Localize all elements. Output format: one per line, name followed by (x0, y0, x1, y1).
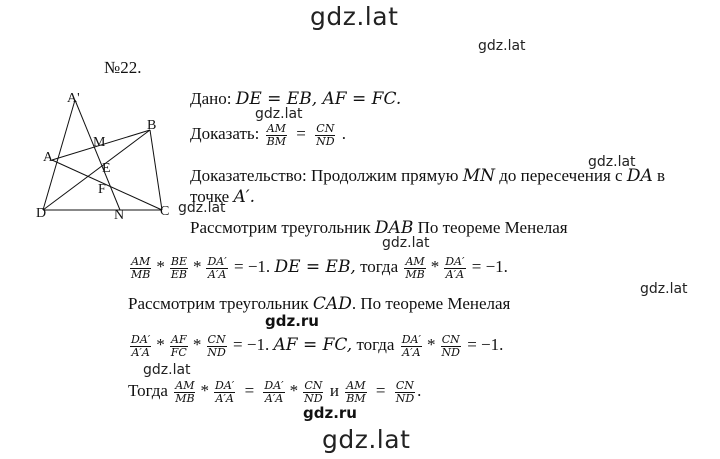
watermark-bottom: gdz.lat (322, 425, 411, 454)
label-B: B (147, 118, 157, 133)
label-F: F (98, 182, 106, 197)
label-D: D (36, 206, 47, 221)
menelaus-eq-1: $\frac{AM}{MB}$ * $\frac{BE}{EB}$ * $\frac{DA'}{A'A}$ = −1. DE = EB, тогда $\frac{AM}{MB}$ * $\frac{DA'}{A'A}$ = −1. (131, 254, 508, 281)
consider-cad: Рассмотрим треугольник CAD. По теореме Менелая (128, 294, 511, 314)
triangle-figure (30, 85, 190, 225)
label-M: M (93, 135, 106, 150)
prove-fraction-2: $\frac{CN}{ND}$ (316, 121, 335, 148)
given-label: Дано: (190, 89, 232, 108)
label-C: C (160, 204, 170, 219)
label-N: N (114, 208, 125, 223)
consider-dab: Рассмотрим треугольник DAB По теореме Менелая (190, 218, 568, 238)
problem-number: №22. (104, 58, 142, 77)
prove-line: Доказать: $\frac{AM}{BM}$ = $\frac{CN}{ND}$ . (190, 121, 347, 148)
prove-label: Доказать: (190, 124, 260, 143)
menelaus-eq-2: $\frac{DA'}{A'A}$ * $\frac{AF}{FC}$ * $\frac{CN}{ND}$ = −1. AF = FC, тогда $\frac{DA'}{A'A}$ * $\frac{CN}{ND}$ = −1. (131, 332, 504, 359)
given-math: DE = EB, AF = FC. (235, 89, 402, 109)
watermark-mid: gdz.lat (382, 235, 430, 251)
watermark-under-prove: gdz.lat (255, 106, 303, 122)
label-E: E (102, 161, 111, 176)
watermark-under-figure: gdz.lat (178, 200, 226, 216)
final-conclusion: Тогда $\frac{AM}{MB}$ * $\frac{DA'}{A'A}$ = $\frac{DA'}{A'A}$ * $\frac{CN}{ND}$ и $\frac{AM}{BM}$ = $\frac{CN}{ND}$ . (128, 378, 422, 405)
label-A: A (43, 150, 54, 165)
watermark-right-mid: gdz.lat (588, 154, 636, 170)
watermark-left-low: gdz.lat (143, 362, 191, 378)
label-A-prime: A' (67, 91, 80, 106)
given-line (190, 89, 401, 109)
line-BC (150, 130, 162, 210)
proof-line-2: точке A′. (190, 187, 255, 207)
watermark-ru-2: gdz.ru (303, 404, 357, 422)
watermark-ru-1: gdz.ru (265, 312, 319, 330)
watermark-right-low: gdz.lat (640, 281, 688, 297)
proof-line-1: Доказательство: Продолжим прямую MN до пересечения с DA в (190, 166, 666, 186)
watermark-top-right: gdz.lat (478, 38, 526, 54)
watermark-top: gdz.lat (310, 2, 399, 31)
prove-fraction-1: $\frac{AM}{BM}$ (266, 121, 286, 148)
